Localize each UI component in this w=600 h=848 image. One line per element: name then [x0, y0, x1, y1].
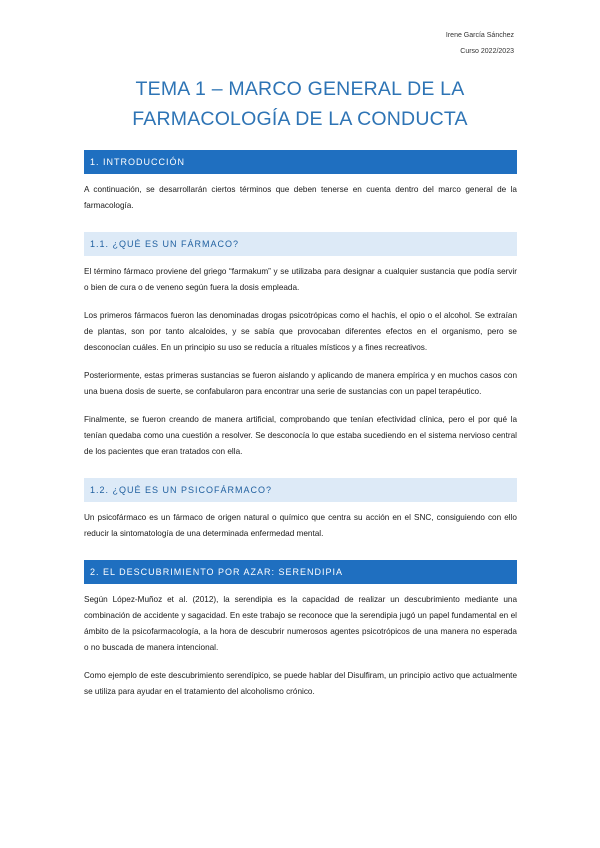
author-name: Irene García Sánchez: [445, 32, 514, 39]
paragraph: Posteriormente, estas primeras sustancias se fueron aislando y aplicando de manera empírica y en muchos casos con una buena dosis de suerte, se confabularon para encontrar una serie de sustancias con un papel terapéutico.: [84, 371, 517, 396]
paragraph: Según López-Muñoz et al. (2012), la serendipia es la capacidad de realizar un descubrimiento mediante una combinación de accidente y sagacidad. En este trabajo se reconoce que la serendipia jugó un papel fundamental en el ámbito de la psicofarmacología, a la hora de descubrir numerosos agentes psicotrópicos de una manera no esperada o no buscada de manera intencional.: [84, 595, 517, 652]
title-line-1: TEMA 1 – MARCO GENERAL DE LA: [135, 78, 465, 100]
course-year: Curso 2022/2023: [460, 48, 514, 55]
subsection-heading-que-es-un-psicofarmaco: 1.2. ¿QUÉ ES UN PSICOFÁRMACO?: [84, 478, 517, 502]
section-heading-introduccion: 1. INTRODUCCIÓN: [84, 150, 517, 174]
section-heading-serendipia: 2. EL DESCUBRIMIENTO POR AZAR: SERENDIPIA: [84, 560, 517, 584]
document-body: [84, 150, 517, 700]
page-header: [446, 28, 514, 60]
title-line-2: FARMACOLOGÍA DE LA CONDUCTA: [132, 108, 468, 130]
paragraph: El término fármaco proviene del griego “farmakum” y se utilizaba para designar a cualquier sustancia que podía servir o bien de cura o de veneno según fuera la dosis empleada.: [84, 267, 517, 292]
paragraph: Finalmente, se fueron creando de manera artificial, comprobando que tenían efectividad clínica, pero el por qué la tenían quedaba como una cuestión a resolver. Se desconocía lo que estaba sucediendo en el sistema nervioso central de los pacientes que eran tratados con ella.: [84, 415, 517, 456]
paragraph: Un psicofármaco es un fármaco de origen natural o químico que centra su acción en el SNC, consiguiendo con ello reducir la sintomatología de una determinada enfermedad mental.: [84, 513, 517, 538]
document-title: [0, 74, 600, 134]
paragraph: A continuación, se desarrollarán ciertos términos que deben tenerse en cuenta dentro del marco general de la farmacología.: [84, 185, 517, 210]
paragraph: Como ejemplo de este descubrimiento serendípico, se puede hablar del Disulfiram, un principio activo que actualmente se utiliza para ayudar en el tratamiento del alcoholismo crónico.: [84, 671, 517, 696]
subsection-heading-que-es-un-farmaco: 1.1. ¿QUÉ ES UN FÁRMACO?: [84, 232, 517, 256]
paragraph: Los primeros fármacos fueron las denominadas drogas psicotrópicas como el hachís, el opio o el alcohol. Se extraían de plantas, son por tanto alcaloides, y se sabía que provocaban diferentes efectos en el organismo, pero se desconocían cuáles. En un principio su uso se reducía a rituales místicos y a fines recreativos.: [84, 311, 517, 352]
